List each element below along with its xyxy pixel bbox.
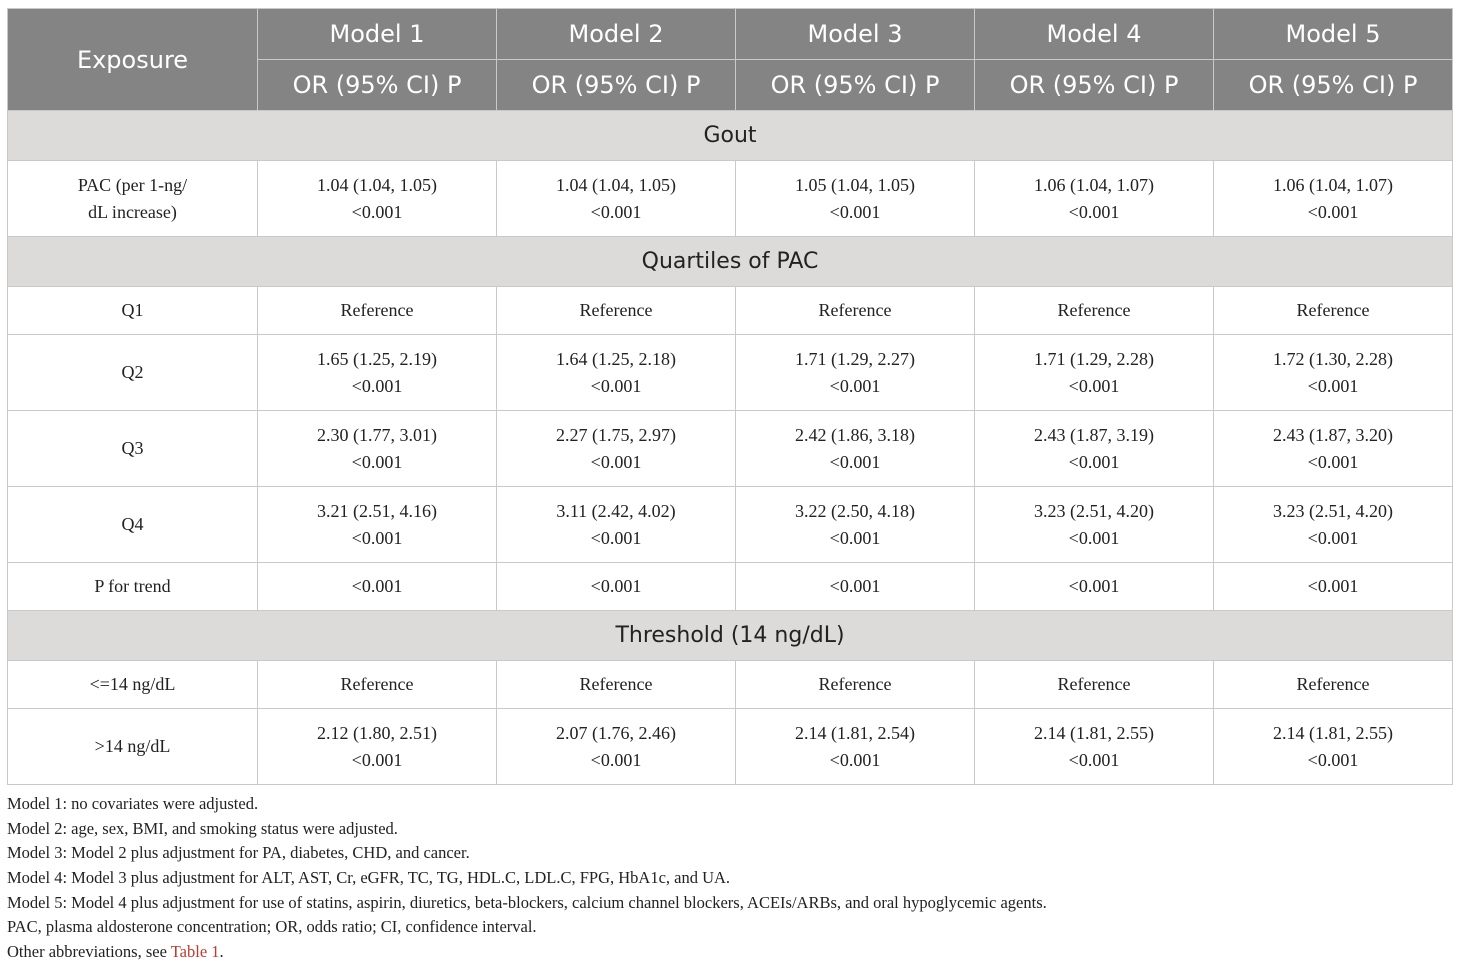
cell-p-value: <0.001: [829, 201, 881, 222]
result-cell: [975, 287, 1214, 335]
result-cell: [736, 411, 975, 487]
cell-p-value: <0.001: [351, 527, 403, 548]
result-cell: [975, 335, 1214, 411]
abbrev-suffix: .: [219, 942, 224, 962]
result-cell: [736, 661, 975, 709]
result-cell: [497, 161, 736, 237]
result-cell: [497, 287, 736, 335]
stat-header: OR (95% CI) P: [736, 60, 975, 111]
table-row: [8, 335, 1453, 411]
footnote: Model 1: no covariates were adjusted.: [7, 794, 259, 813]
row-label: <=14 ng/dL: [8, 661, 258, 709]
row-label: Q1: [8, 287, 258, 335]
stat-header: OR (95% CI) P: [975, 60, 1214, 111]
model-header: Model 5: [1214, 9, 1453, 60]
result-cell: [258, 563, 497, 611]
cell-p-value: <0.001: [829, 527, 881, 548]
model-header: Model 4: [975, 9, 1214, 60]
result-cell: [497, 487, 736, 563]
cell-p-value: <0.001: [351, 749, 403, 770]
model-header: Model 1: [258, 9, 497, 60]
cell-primary-value: Reference: [818, 300, 892, 320]
cell-primary-value: Reference: [1057, 300, 1131, 320]
cell-p-value: <0.001: [1307, 201, 1359, 222]
cell-p-value: <0.001: [1307, 451, 1359, 472]
cell-primary-value: 3.23 (2.51, 4.20): [1034, 500, 1154, 521]
model-header: Model 2: [497, 9, 736, 60]
stat-header: OR (95% CI) P: [258, 60, 497, 111]
result-cell: [1214, 563, 1453, 611]
cell-p-value: <0.001: [590, 375, 642, 396]
section-title: Threshold (14 ng/dL): [8, 611, 1453, 661]
result-cell: [258, 709, 497, 785]
cell-p-value: <0.001: [351, 375, 403, 396]
result-cell: [497, 709, 736, 785]
cell-primary-value: 2.42 (1.86, 3.18): [795, 424, 915, 445]
table-row: [8, 563, 1453, 611]
cell-primary-value: <0.001: [351, 576, 403, 596]
abbrev-prefix: Other abbreviations, see: [7, 942, 171, 962]
cell-p-value: <0.001: [829, 451, 881, 472]
cell-primary-value: 3.22 (2.50, 4.18): [795, 500, 915, 521]
cell-primary-value: 2.14 (1.81, 2.55): [1273, 722, 1393, 743]
cell-primary-value: 1.72 (1.30, 2.28): [1273, 348, 1393, 369]
cell-p-value: <0.001: [1068, 201, 1120, 222]
result-cell: [1214, 335, 1453, 411]
table-1-link[interactable]: Table 1: [170, 942, 220, 962]
cell-primary-value: Reference: [579, 674, 653, 694]
section-header-row: [8, 111, 1453, 161]
result-cell: [736, 563, 975, 611]
cell-primary-value: 1.64 (1.25, 2.18): [556, 348, 676, 369]
cell-primary-value: Reference: [1296, 300, 1370, 320]
result-cell: [1214, 411, 1453, 487]
result-cell: [258, 335, 497, 411]
footnote: Model 5: Model 4 plus adjustment for use of statins, aspirin, diuretics, beta-blockers, calcium channel blockers, ACEIs/ARBs, and oral hypoglycemic agents.: [7, 892, 1047, 912]
section-header-row: [8, 611, 1453, 661]
cell-p-value: <0.001: [829, 375, 881, 396]
cell-p-value: <0.001: [829, 749, 881, 770]
row-label: >14 ng/dL: [8, 709, 258, 785]
cell-p-value: <0.001: [1307, 749, 1359, 770]
result-cell: [258, 487, 497, 563]
cell-p-value: <0.001: [1307, 375, 1359, 396]
cell-primary-value: <0.001: [1068, 576, 1120, 596]
result-cell: [975, 411, 1214, 487]
cell-primary-value: 3.11 (2.42, 4.02): [556, 500, 676, 521]
cell-primary-value: 2.43 (1.87, 3.19): [1034, 424, 1154, 445]
result-cell: [975, 709, 1214, 785]
table-row: [8, 661, 1453, 709]
cell-primary-value: 3.21 (2.51, 4.16): [317, 500, 437, 521]
table-row: [8, 411, 1453, 487]
row-label: PAC (per 1-ng/ dL increase): [8, 161, 258, 237]
result-cell: [975, 487, 1214, 563]
cell-p-value: <0.001: [590, 749, 642, 770]
result-cell: [736, 709, 975, 785]
cell-primary-value: 1.71 (1.29, 2.27): [795, 348, 915, 369]
cell-primary-value: 1.05 (1.04, 1.05): [795, 174, 915, 195]
cell-p-value: <0.001: [590, 201, 642, 222]
cell-primary-value: 1.04 (1.04, 1.05): [317, 174, 437, 195]
cell-primary-value: Reference: [340, 300, 414, 320]
result-cell: [497, 411, 736, 487]
abbreviations-note: [7, 940, 1453, 965]
cell-primary-value: 1.06 (1.04, 1.07): [1034, 174, 1154, 195]
footnote: PAC, plasma aldosterone concentration; OR, odds ratio; CI, confidence interval.: [7, 917, 537, 937]
result-cell: [736, 161, 975, 237]
result-cell: [975, 161, 1214, 237]
result-cell: [736, 487, 975, 563]
result-cell: [258, 161, 497, 237]
result-cell: [497, 661, 736, 709]
result-cell: [736, 287, 975, 335]
cell-primary-value: Reference: [1296, 674, 1370, 694]
cell-primary-value: 2.07 (1.76, 2.46): [556, 722, 676, 743]
cell-primary-value: 2.14 (1.81, 2.55): [1034, 722, 1154, 743]
cell-p-value: <0.001: [351, 451, 403, 472]
table-row: [8, 161, 1453, 237]
cell-p-value: <0.001: [590, 451, 642, 472]
table-row: [8, 709, 1453, 785]
result-cell: [258, 287, 497, 335]
result-cell: [975, 661, 1214, 709]
cell-primary-value: Reference: [579, 300, 653, 320]
result-cell: [497, 335, 736, 411]
cell-primary-value: 1.65 (1.25, 2.19): [317, 348, 437, 369]
row-label: Q3: [8, 411, 258, 487]
result-cell: [1214, 287, 1453, 335]
model-header: Model 3: [736, 9, 975, 60]
result-cell: [1214, 661, 1453, 709]
cell-p-value: <0.001: [1068, 451, 1120, 472]
section-title: Gout: [8, 111, 1453, 161]
results-table: [7, 8, 1453, 785]
cell-primary-value: 2.30 (1.77, 3.01): [317, 424, 437, 445]
result-cell: [258, 661, 497, 709]
row-label: P for trend: [8, 563, 258, 611]
cell-p-value: <0.001: [351, 201, 403, 222]
cell-primary-value: 2.12 (1.80, 2.51): [317, 722, 437, 743]
cell-primary-value: 2.27 (1.75, 2.97): [556, 424, 676, 445]
footnote: Model 4: Model 3 plus adjustment for ALT, AST, Cr, eGFR, TC, TG, HDL.C, LDL.C, FPG, HbA1c, and UA.: [7, 868, 731, 888]
cell-primary-value: 1.06 (1.04, 1.07): [1273, 174, 1393, 195]
table-row: [8, 287, 1453, 335]
footnotes: [7, 792, 1453, 965]
table-body: [8, 111, 1453, 785]
cell-p-value: <0.001: [1068, 527, 1120, 548]
cell-primary-value: <0.001: [829, 576, 881, 596]
cell-primary-value: <0.001: [1307, 576, 1359, 596]
header-row-models: [8, 9, 1453, 60]
cell-primary-value: <0.001: [590, 576, 642, 596]
result-cell: [1214, 709, 1453, 785]
exposure-header: Exposure: [8, 9, 258, 111]
cell-primary-value: Reference: [1057, 674, 1131, 694]
footnote: Model 3: Model 2 plus adjustment for PA, diabetes, CHD, and cancer.: [7, 843, 470, 863]
cell-p-value: <0.001: [590, 527, 642, 548]
result-cell: [736, 335, 975, 411]
section-header-row: [8, 237, 1453, 287]
table-row: [8, 487, 1453, 563]
result-cell: [1214, 487, 1453, 563]
row-label: Q2: [8, 335, 258, 411]
cell-primary-value: 1.71 (1.29, 2.28): [1034, 348, 1154, 369]
cell-p-value: <0.001: [1307, 527, 1359, 548]
results-table-container: [7, 8, 1453, 785]
row-label: Q4: [8, 487, 258, 563]
cell-primary-value: Reference: [340, 674, 414, 694]
stat-header: OR (95% CI) P: [1214, 60, 1453, 111]
result-cell: [497, 563, 736, 611]
cell-p-value: <0.001: [1068, 375, 1120, 396]
cell-primary-value: 2.14 (1.81, 2.54): [795, 722, 915, 743]
cell-primary-value: 3.23 (2.51, 4.20): [1273, 500, 1393, 521]
result-cell: [1214, 161, 1453, 237]
section-title: Quartiles of PAC: [8, 237, 1453, 287]
footnote: Model 2: age, sex, BMI, and smoking status were adjusted.: [7, 818, 398, 838]
cell-primary-value: 1.04 (1.04, 1.05): [556, 174, 676, 195]
cell-primary-value: 2.43 (1.87, 3.20): [1273, 424, 1393, 445]
stat-header: OR (95% CI) P: [497, 60, 736, 111]
result-cell: [258, 411, 497, 487]
cell-p-value: <0.001: [1068, 749, 1120, 770]
result-cell: [975, 563, 1214, 611]
cell-primary-value: Reference: [818, 674, 892, 694]
